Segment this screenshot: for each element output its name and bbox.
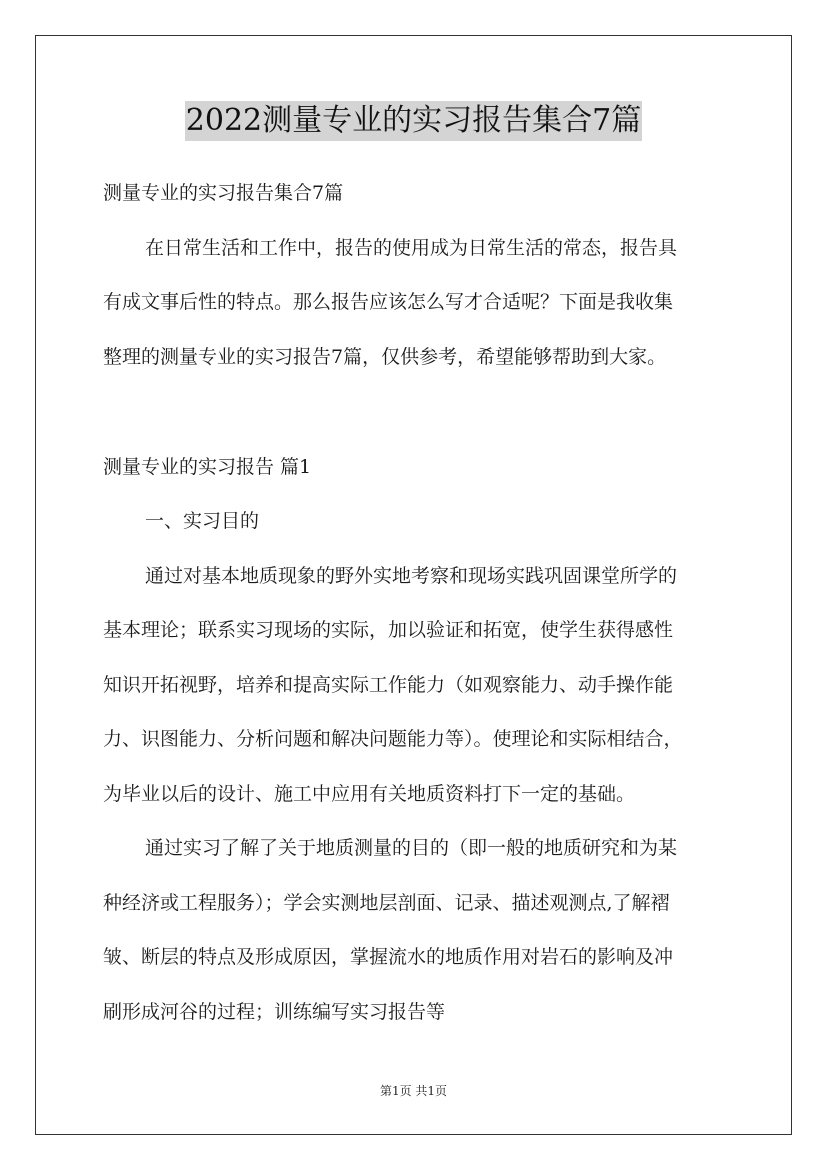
page-footer: 第1页 共1页	[379, 1084, 448, 1098]
paragraph-line: 刷形成河谷的过程；训练编写实习报告等	[103, 1001, 446, 1023]
intro-line: 在日常生活和工作中，报告的使用成为日常生活的常态，报告具	[145, 237, 678, 259]
document-subtitle: 测量专业的实习报告集合7篇	[103, 182, 344, 204]
sub-heading: 一、实习目的	[145, 510, 260, 532]
paragraph-line: 为毕业以后的设计、施工中应用有关地质资料打下一定的基础。	[103, 783, 636, 805]
paragraph-line: 通过对基本地质现象的野外实地考察和现场实践巩固课堂所学的	[145, 565, 678, 587]
paragraph-line: 力、识图能力、分析问题和解决问题能力等）。使理论和实际相结合，	[103, 728, 683, 750]
paragraph-line: 知识开拓视野，培养和提高实际工作能力（如观察能力、动手操作能	[103, 674, 674, 696]
paragraph-line: 基本理论；联系实习现场的实际，加以验证和拓宽，使学生获得感性	[103, 619, 674, 641]
intro-line: 整理的测量专业的实习报告7篇，仅供参考，希望能够帮助到大家。	[103, 346, 667, 368]
document-title: 2022测量专业的实习报告集合7篇	[185, 101, 642, 141]
title-container	[0, 101, 827, 141]
paragraph-line: 通过实习了解了关于地质测量的目的（即一般的地质研究和为某	[145, 837, 678, 859]
intro-line: 有成文事后性的特点。那么报告应该怎么写才合适呢？下面是我收集	[103, 291, 674, 313]
section-heading: 测量专业的实习报告 篇1	[103, 456, 312, 478]
paragraph-line: 种经济或工程服务）；学会实测地层剖面、记录、描述观测点,了解褶	[103, 892, 670, 914]
paragraph-line: 皱、断层的特点及形成原因，掌握流水的地质作用对岩石的影响及冲	[103, 946, 674, 968]
